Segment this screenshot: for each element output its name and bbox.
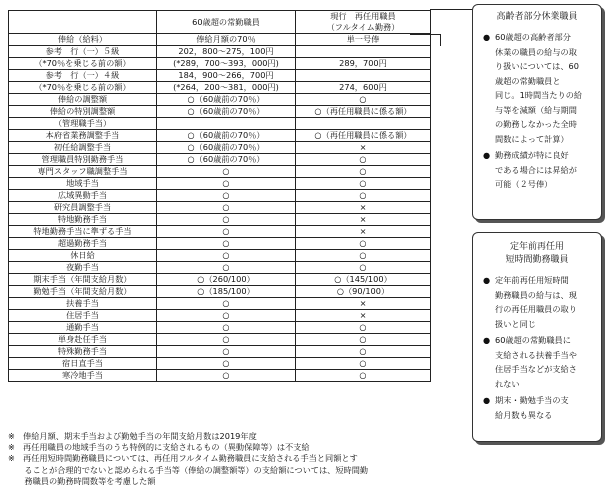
header-blank [9, 11, 157, 34]
footnote-line: ※ 再任用短時間勤務職員については、再任用フルタイム勤務職員に支給される手当と同額とす [8, 453, 358, 464]
bullet-icon: ● [483, 150, 491, 160]
bullet-item [479, 333, 595, 391]
row-label: 休日給 [9, 250, 157, 262]
current-value: ○（再任用職員に係る額） [296, 130, 431, 142]
bullet-text-line: 勤務職員の給与は、現 [495, 289, 577, 300]
connector-line-mid [410, 34, 441, 35]
current-value: × [296, 142, 431, 154]
current-value: ○ [296, 94, 431, 106]
over60-value: ○ [157, 238, 296, 250]
table-row [9, 202, 431, 214]
table-row [9, 286, 431, 298]
current-value: ○ [296, 370, 431, 382]
bullet-text-line: 扱いと同じ [495, 318, 536, 329]
table-row [9, 346, 431, 358]
current-value: 274，600円 [296, 82, 431, 94]
over60-value: ○ [157, 202, 296, 214]
over60-value: ○ [157, 370, 296, 382]
connector-line-v [440, 34, 441, 46]
bullet-item [479, 30, 595, 146]
over60-value: ○（60歳前の70％） [157, 142, 296, 154]
row-label: 寒冷地手当 [9, 370, 157, 382]
over60-value: 202，800～275，100円 [157, 46, 296, 58]
row-label: 初任給調整手当 [9, 142, 157, 154]
table-row [9, 70, 431, 82]
row-label: 超過勤務手当 [9, 238, 157, 250]
over60-value: ○ [157, 322, 296, 334]
table-row [9, 142, 431, 154]
row-label: 単身赴任手当 [9, 334, 157, 346]
row-label: 研究員調整手当 [9, 202, 157, 214]
connector-line-top [430, 9, 472, 10]
table-row [9, 322, 431, 334]
over60-value: ○（60歳前の70％） [157, 94, 296, 106]
footnote-line: ることが合理的でないと認められる手当等（俸給の調整額等）の支給額については、短時間勤 [8, 464, 369, 475]
table-row [9, 214, 431, 226]
table-row [9, 178, 431, 190]
table-row [9, 238, 431, 250]
row-label: 俸給の調整額 [9, 94, 157, 106]
box2-list [479, 273, 595, 422]
bullet-text-line: 60歳超の常勤職員に [495, 335, 571, 345]
bullet-icon: ● [483, 395, 491, 405]
table-row [9, 370, 431, 382]
current-value: × [296, 310, 431, 322]
table-row [9, 58, 431, 70]
bullet-text-line: 可能（２号俸） [495, 179, 553, 189]
over60-value: ○ [157, 214, 296, 226]
row-label: 俸給（給料） [9, 34, 157, 46]
table-row [9, 250, 431, 262]
row-label: 勤勉手当（年間支給月数） [9, 286, 157, 298]
bullet-text-line: 住居手当などが支給さ [495, 364, 577, 374]
table-row [9, 262, 431, 274]
current-value: × [296, 226, 431, 238]
row-label: 管理職員特別勤務手当 [9, 154, 157, 166]
box1-title: 高齢者部分休業職員 [496, 12, 578, 22]
short-time-reappointed-box [472, 232, 602, 442]
over60-value: ○ [157, 310, 296, 322]
over60-value: ○ [157, 334, 296, 346]
row-label: 特地勤務手当に準ずる手当 [9, 226, 157, 238]
header-current-reappointed: 現行 再任用職員 （フルタイム勤務） [296, 11, 431, 34]
over60-value: (*264，200～381，000円) [157, 82, 296, 94]
current-value: ○ [296, 154, 431, 166]
table-row [9, 166, 431, 178]
bullet-item [479, 393, 595, 422]
over60-value: ○ [157, 346, 296, 358]
row-label: 本府省業務調整手当 [9, 130, 157, 142]
current-value: 289，700円 [296, 58, 431, 70]
current-value: ○ [296, 250, 431, 262]
current-value: 単一号俸 [296, 34, 431, 46]
row-label: 扶養手当 [9, 298, 157, 310]
current-value: ○ [296, 262, 431, 274]
row-label: 夜勤手当 [9, 262, 157, 274]
current-value: ○ [296, 334, 431, 346]
over60-value: (*289，700～393，000円) [157, 58, 296, 70]
current-value [296, 46, 431, 58]
over60-value [157, 118, 296, 130]
bullet-icon: ● [483, 275, 491, 285]
footnote-line: 務職員の勤務時間数等を考慮した額 [8, 475, 156, 486]
bullet-item [479, 273, 595, 331]
table-row [9, 94, 431, 106]
over60-value: ○（60歳前の70％） [157, 154, 296, 166]
table-row [9, 154, 431, 166]
table-row [9, 34, 431, 46]
table-row [9, 46, 431, 58]
over60-value: 184，900～266，700円 [157, 70, 296, 82]
row-label: 地域手当 [9, 178, 157, 190]
bullet-text-line: 休業の職員の給与の取 [495, 46, 577, 57]
allowance-comparison-table [8, 10, 431, 382]
table-row [9, 190, 431, 202]
table-row [9, 82, 431, 94]
row-label: 専門スタッフ職調整手当 [9, 166, 157, 178]
row-label: （*70％を乗じる前の額） [9, 82, 157, 94]
footnotes [8, 431, 448, 487]
current-value: × [296, 298, 431, 310]
over60-value: ○（60歳前の70％） [157, 106, 296, 118]
current-value: ○ [296, 190, 431, 202]
row-label: 特殊勤務手当 [9, 346, 157, 358]
bullet-text-line: 支給される扶養手当や [495, 349, 577, 360]
bullet-text-line: れない [495, 378, 520, 389]
current-value: × [296, 214, 431, 226]
over60-value: ○ [157, 358, 296, 370]
current-value: ○ [296, 166, 431, 178]
table-row [9, 226, 431, 238]
current-value: ○ [296, 322, 431, 334]
current-value: ○（90/100） [296, 286, 431, 298]
row-label: 通勤手当 [9, 322, 157, 334]
over60-value: ○ [157, 178, 296, 190]
current-value: ○ [296, 346, 431, 358]
row-label: 特地勤務手当 [9, 214, 157, 226]
row-label: 期末手当（年間支給月数） [9, 274, 157, 286]
table-row [9, 358, 431, 370]
bullet-text-line: 期末・勤勉手当の支 [495, 395, 569, 405]
over60-value: ○ [157, 226, 296, 238]
over60-value: ○（260/100） [157, 274, 296, 286]
over60-value: ○（60歳前の70％） [157, 130, 296, 142]
box1-list [479, 30, 595, 192]
bullet-text-line: 行の再任用職員の取り [495, 304, 577, 314]
footnote-line: ※ 再任用職員の地域手当のうち特例的に支給されるもの（異動保障等）は不支給 [8, 442, 310, 453]
current-value: × [296, 202, 431, 214]
over60-value: 俸給月額の70％ [157, 34, 296, 46]
header-over60: 60歳超の常勤職員 [157, 11, 296, 34]
table-header-row [9, 11, 431, 34]
table-row [9, 118, 431, 130]
row-label: （*70％を乗じる前の額） [9, 58, 157, 70]
table-row [9, 298, 431, 310]
current-value: ○（145/100） [296, 274, 431, 286]
bullet-icon: ● [483, 335, 491, 345]
elderly-partial-leave-box [472, 4, 602, 220]
row-label: 宿日直手当 [9, 358, 157, 370]
table-row [9, 334, 431, 346]
over60-value: ○ [157, 262, 296, 274]
table-row [9, 106, 431, 118]
box2-title: 定年前再任用 短時間勤務職員 [505, 242, 569, 265]
current-value [296, 118, 431, 130]
current-value [296, 70, 431, 82]
row-label: 俸給の特別調整額 [9, 106, 157, 118]
bullet-text-line: 給月数も異なる [495, 409, 553, 420]
over60-value: ○ [157, 250, 296, 262]
bullet-text-line: 歳超の常勤職員と [495, 75, 561, 86]
bullet-text-line: の勤務しなかった全時 [495, 119, 577, 129]
row-label: （管理職手当） [9, 118, 157, 130]
bullet-text-line: り扱いについては、60 [495, 61, 579, 71]
bullet-text-line: 定年前再任用短時間 [495, 275, 569, 285]
footnote-line: ※ 俸給月額、期末手当および勤勉手当の年間支給月数は2019年度 [8, 431, 257, 441]
current-value: ○（再任用職員に係る額） [296, 106, 431, 118]
row-label: 参考 行（一）５級 [9, 46, 157, 58]
row-label: 住居手当 [9, 310, 157, 322]
over60-value: ○ [157, 166, 296, 178]
bullet-text-line: 60歳超の高齢者部分 [495, 32, 571, 42]
row-label: 参考 行（一）４級 [9, 70, 157, 82]
row-label: 広域異動手当 [9, 190, 157, 202]
bullet-icon: ● [483, 32, 491, 42]
current-value: ○ [296, 178, 431, 190]
bullet-text-line: 与等を減額（給与期間 [495, 104, 577, 115]
over60-value: ○ [157, 190, 296, 202]
bullet-item [479, 148, 595, 192]
current-value: ○ [296, 358, 431, 370]
bullet-text-line: 間数によって計算） [495, 133, 569, 144]
over60-value: ○（185/100） [157, 286, 296, 298]
bullet-text-line: である場合には昇給が [495, 164, 577, 175]
table-row [9, 274, 431, 286]
over60-value: ○ [157, 298, 296, 310]
table-row [9, 310, 431, 322]
table-row [9, 130, 431, 142]
current-value: ○ [296, 238, 431, 250]
bullet-text-line: 同じ。1時間当たりの給 [495, 90, 583, 100]
bullet-text-line: 勤務成績が特に良好 [495, 150, 569, 160]
